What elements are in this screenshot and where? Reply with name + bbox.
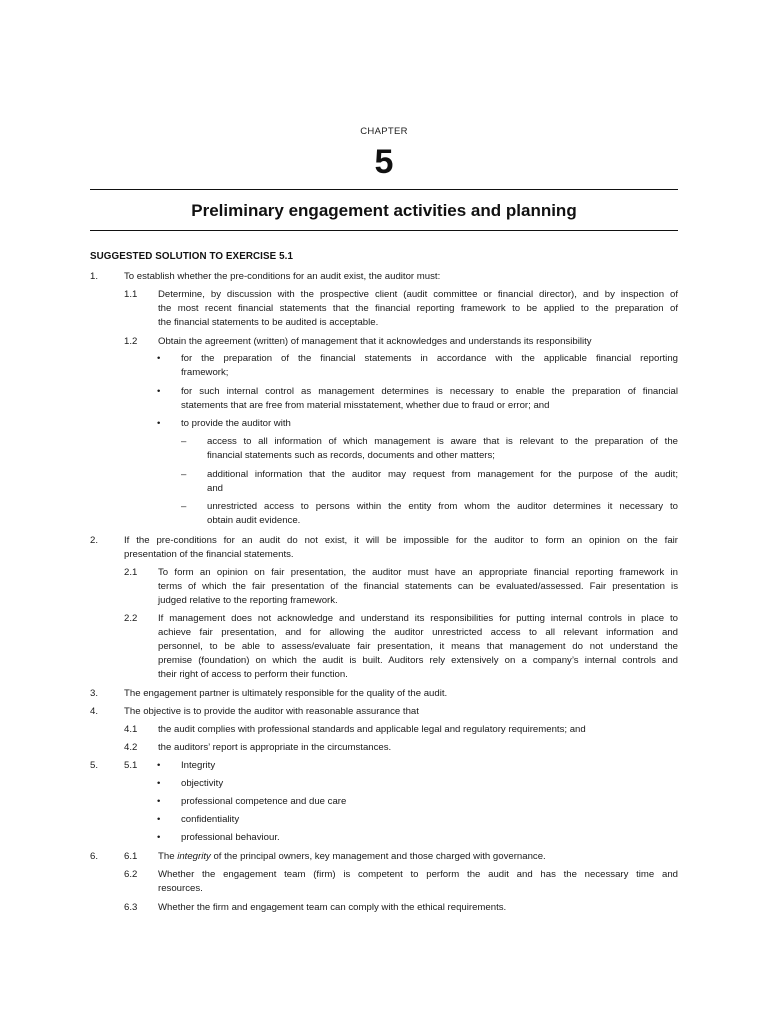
bullet-text: statements that are free from material misstatement, whether due to fraud or error; and bbox=[181, 400, 550, 411]
subitem-text: the most recent financial statements that the financial reporting framework to be applied to the preparation of bbox=[158, 303, 678, 314]
dash-text: financial statements such as records, documents and other matters; bbox=[207, 450, 495, 461]
dash-text: and bbox=[207, 483, 224, 494]
bullet-marker: • bbox=[157, 760, 161, 771]
subitem-number: 6.3 bbox=[124, 902, 138, 913]
subitem-text: the auditors’ report is appropriate in the circumstances. bbox=[158, 742, 392, 753]
subitem-number: 1.1 bbox=[124, 289, 138, 300]
bullet-marker: • bbox=[157, 353, 161, 364]
bullet-text: professional competence and due care bbox=[181, 796, 347, 807]
subitem-text: premise (foundation) on which the audit is built. Auditors rely extensively on a company’s internal controls and bbox=[158, 655, 678, 666]
bullet-text: professional behaviour. bbox=[181, 832, 280, 843]
subitem-number: 6.1 bbox=[124, 851, 138, 862]
subitem-text: Obtain the agreement (written) of management that it acknowledges and understands its responsibility bbox=[158, 336, 592, 347]
subitem-text: the audit complies with professional standards and applicable legal and regulatory requirements; and bbox=[158, 724, 586, 735]
subitem-text: personnel, to be able to assess/evaluate fair presentation, it means that management do not understand the bbox=[158, 641, 678, 652]
subitem-number: 2.2 bbox=[124, 613, 138, 624]
bullet-marker: • bbox=[157, 778, 161, 789]
dash-marker: – bbox=[181, 501, 187, 512]
bullet-text: for the preparation of the financial statements in accordance with the applicable financial reporting bbox=[181, 353, 678, 364]
item-text: To establish whether the pre-conditions for an audit exist, the auditor must: bbox=[124, 271, 441, 282]
bullet-text: Integrity bbox=[181, 760, 216, 771]
dash-text: unrestricted access to persons within the entity from whom the auditor determines it necessary to bbox=[207, 501, 678, 512]
bullet-text: objectivity bbox=[181, 778, 224, 789]
section-heading: SUGGESTED SOLUTION TO EXERCISE 5.1 bbox=[90, 251, 294, 262]
subitem-number: 5.1 bbox=[124, 760, 138, 771]
subitem-text: judged relative to the reporting framework. bbox=[158, 595, 338, 606]
title-bottom-rule bbox=[90, 230, 678, 231]
item-number: 5. bbox=[90, 760, 99, 771]
item-text: If the pre-conditions for an audit do not exist, it will be impossible for the auditor to form an opinion on the fair bbox=[124, 535, 678, 546]
item-number: 1. bbox=[90, 271, 99, 282]
item-number: 6. bbox=[90, 851, 99, 862]
subitem-text: Whether the engagement team (firm) is competent to perform the audit and has the necessary time and bbox=[158, 869, 678, 880]
bullet-text: to provide the auditor with bbox=[181, 418, 291, 429]
bullet-marker: • bbox=[157, 418, 161, 429]
bullet-text: for such internal control as management determines is necessary to enable the preparation of financial bbox=[181, 386, 678, 397]
chapter-title: Preliminary engagement activities and planning bbox=[191, 201, 577, 220]
subitem-number: 4.2 bbox=[124, 742, 138, 753]
bullet-marker: • bbox=[157, 832, 161, 843]
bullet-text: confidentiality bbox=[181, 814, 240, 825]
dash-text: access to all information of which management is aware that is relevant to the preparation of the bbox=[207, 436, 678, 447]
item-number: 4. bbox=[90, 706, 99, 717]
subitem-text: the financial statements to be audited is acceptable. bbox=[158, 317, 379, 328]
subitem-text: achieve fair presentation, and for allowing the auditor unrestricted access to all relevant information and bbox=[158, 627, 678, 638]
title-top-rule bbox=[90, 189, 678, 190]
item-text: presentation of the financial statements. bbox=[124, 549, 294, 560]
dash-marker: – bbox=[181, 436, 187, 447]
subitem-number: 1.2 bbox=[124, 336, 138, 347]
chapter-label: CHAPTER bbox=[360, 126, 408, 137]
subitem-text: If management does not acknowledge and understand its responsibilities for putting internal controls in place to bbox=[158, 613, 678, 624]
subitem-text: terms of which the fair presentation of the financial statements can be evaluated/assessed. Fair presentation is bbox=[158, 581, 678, 592]
subitem-text: To form an opinion on fair presentation, the auditor must have an appropriate financial reporting framework in bbox=[158, 567, 678, 578]
subitem-number: 2.1 bbox=[124, 567, 138, 578]
subitem-text: Determine, by discussion with the prospective client (audit committee or financial director), and by inspection of bbox=[158, 289, 678, 300]
dash-text: obtain audit evidence. bbox=[207, 515, 301, 526]
chapter-number: 5 bbox=[374, 143, 394, 181]
item-number: 3. bbox=[90, 688, 99, 699]
item-text: The objective is to provide the auditor with reasonable assurance that bbox=[124, 706, 419, 717]
subitem-text: their right of access to perform their function. bbox=[158, 669, 348, 680]
bullet-text: framework; bbox=[181, 367, 229, 378]
subitem-number: 6.2 bbox=[124, 869, 138, 880]
dash-text: additional information that the auditor may request from management for the purpose of the audit; bbox=[207, 469, 678, 480]
bullet-marker: • bbox=[157, 386, 161, 397]
dash-marker: – bbox=[181, 469, 187, 480]
item-number: 2. bbox=[90, 535, 99, 546]
emphasis-text: integrity bbox=[177, 851, 211, 862]
bullet-marker: • bbox=[157, 796, 161, 807]
subitem-number: 4.1 bbox=[124, 724, 138, 735]
subitem-text: The integrity of the principal owners, key management and those charged with governance. bbox=[158, 851, 546, 862]
bullet-marker: • bbox=[157, 814, 161, 825]
subitem-text: resources. bbox=[158, 883, 203, 894]
subitem-text: Whether the firm and engagement team can comply with the ethical requirements. bbox=[158, 902, 507, 913]
item-text: The engagement partner is ultimately responsible for the quality of the audit. bbox=[124, 688, 448, 699]
